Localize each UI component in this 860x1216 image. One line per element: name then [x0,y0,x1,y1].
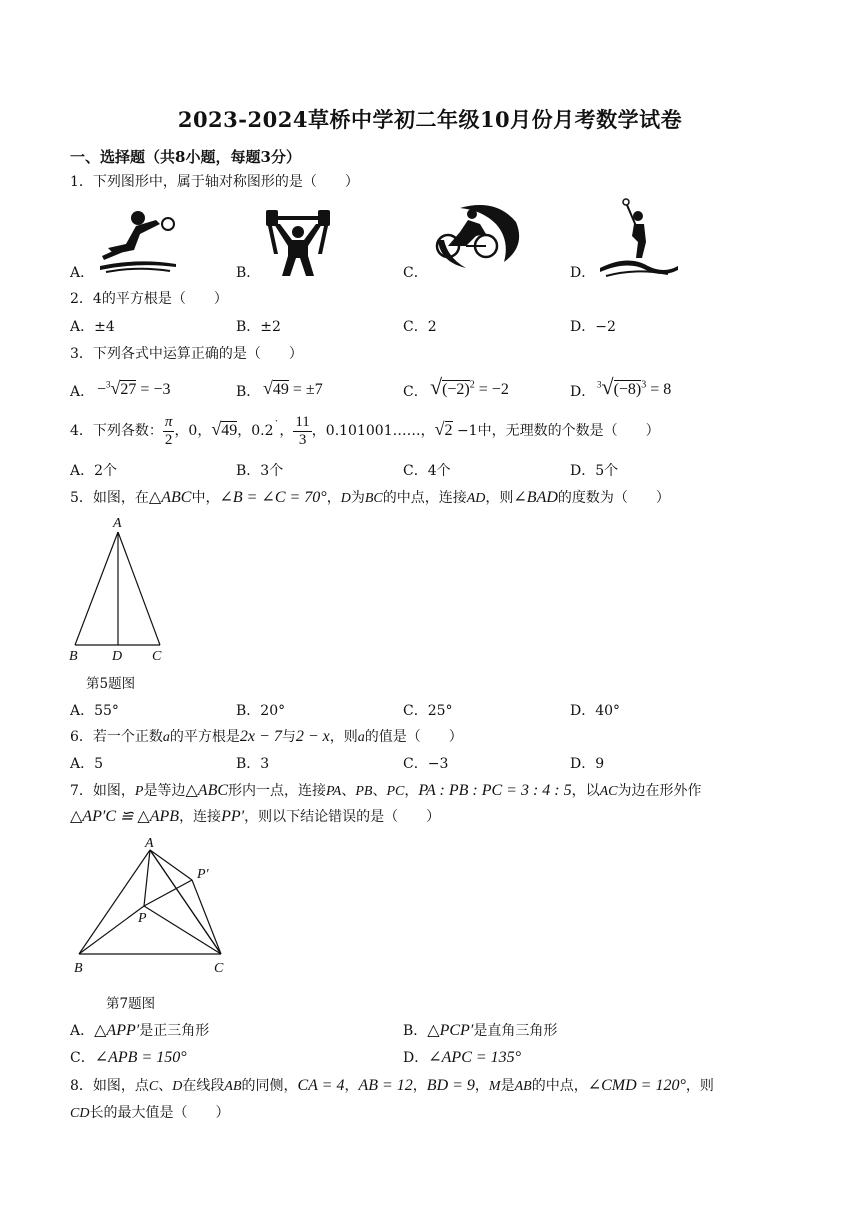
golfer-figure-image [598,196,680,278]
q3-option-b-label: B． [236,384,261,400]
q2-option-d: D．−2 [570,319,616,335]
q5-option-a: A．55° [70,703,119,719]
q3-option-a-expression: −$^3$√27 = −3 [97,378,171,398]
side-ab [75,532,118,645]
label-a: A [145,836,154,851]
q4-option-a: A．2个 [70,463,118,479]
q3-option-d-label: D． [570,384,596,400]
q4-option-d: D．5个 [570,463,619,479]
q3-option-d-expression: $^3√(-8)^3 = 8$ [597,374,672,399]
segment-ap-prime [150,850,192,880]
q6-option-b: B．3 [236,756,270,772]
question-5-stem: 5．如图，在△ABC中，∠B = ∠C = 70°，D为BC的中点，连接AD，则∠BAD的度数为（ ） [70,489,670,506]
section-heading: 一、选择题（共8小题，每题3分） [70,148,301,166]
label-b: B [74,961,83,976]
label-d: D [112,649,123,664]
q5-triangle-figure [66,512,176,664]
question-7-stem-line-1: 7．如图，P是等边△ABC形内一点，连接PA、PB、PC，PA : PB : PC = 3 : 4 : 5，以AC为边在形外作 [70,782,702,799]
q7-option-d: D．∠APC = 135° [403,1049,522,1066]
label-a: A [113,516,122,531]
q5-option-d: D．40° [570,703,621,719]
question-8-stem-line-2: CD长的最大值是（ ） [70,1105,230,1121]
label-c: C [152,649,162,664]
q6-option-c: C．−3 [403,756,449,772]
q1-option-b: B． [236,265,261,281]
q7-option-a: A．△APP′是正三角形 [70,1022,210,1039]
q3-option-a-label: A． [70,384,95,400]
q7-option-c: C．∠APB = 150° [70,1049,187,1066]
cyclist-figure-image [430,200,522,276]
question-1-stem: 1．下列图形中，属于轴对称图形的是（ ） [70,174,359,190]
q7-option-b: B．△PCP′是直角三角形 [403,1022,558,1039]
question-2-stem: 2．4的平方根是（ ） [70,291,228,307]
q3-option-c-label: C． [403,384,428,400]
question-4-stem: 4．下列各数： $\frac{\pi}{2}$ ，0，√49，0.2˙， $\frac{11}{3}$ ，0.101001……，√2 −1中，无理数的个数是（ ） [70,414,660,448]
side-ac [118,532,160,645]
q7-triangle-figure [70,836,240,978]
question-3-stem: 3．下列各式中运算正确的是（ ） [70,346,303,362]
question-8-stem-line-1: 8．如图，点C、D在线段AB的同侧，CA = 4，AB = 12，BD = 9，M是AB的中点，∠CMD = 120°，则 [70,1077,714,1094]
q3-option-b-expression: √49 = ±7 [263,378,323,398]
question-6-stem: 6．若一个正数a的平方根是2x − 7与2 − x，则a的值是（ ） [70,728,463,745]
q5-option-c: C．25° [403,703,453,719]
label-b: B [69,649,78,664]
label-p-prime: P′ [197,867,209,882]
q3-option-c-expression: $√(-2)^2 = -2$ [430,374,509,399]
weightlifter-figure-image [262,204,334,280]
q5-option-b: B．20° [236,703,286,719]
segment-pb [79,906,144,954]
q6-option-a: A．5 [70,756,104,772]
q1-option-c: C． [403,265,428,281]
q1-option-a: A． [70,265,95,281]
q2-option-b: B．±2 [236,319,281,335]
question-7-stem-line-2: △AP′C ≌ △APB，连接PP′，则以下结论错误的是（ ） [70,808,441,825]
label-p: P [138,911,147,926]
q4-option-c: C．4个 [403,463,451,479]
label-c: C [214,961,224,976]
page-title: 2023-2024草桥中学初二年级10月份月考数学试卷 [177,107,683,132]
q2-option-a: A．±4 [70,319,115,335]
segment-pc [144,906,221,954]
volleyball-figure-image [98,204,180,276]
q1-option-d: D． [570,265,596,281]
q7-figure-caption: 第7题图 [106,996,156,1012]
side-ab [79,850,150,954]
q2-option-c: C．2 [403,319,437,335]
q6-option-d: D．9 [570,756,605,772]
q5-figure-caption: 第5题图 [86,676,136,692]
q4-option-b: B．3个 [236,463,284,479]
segment-pp-prime [144,880,192,906]
